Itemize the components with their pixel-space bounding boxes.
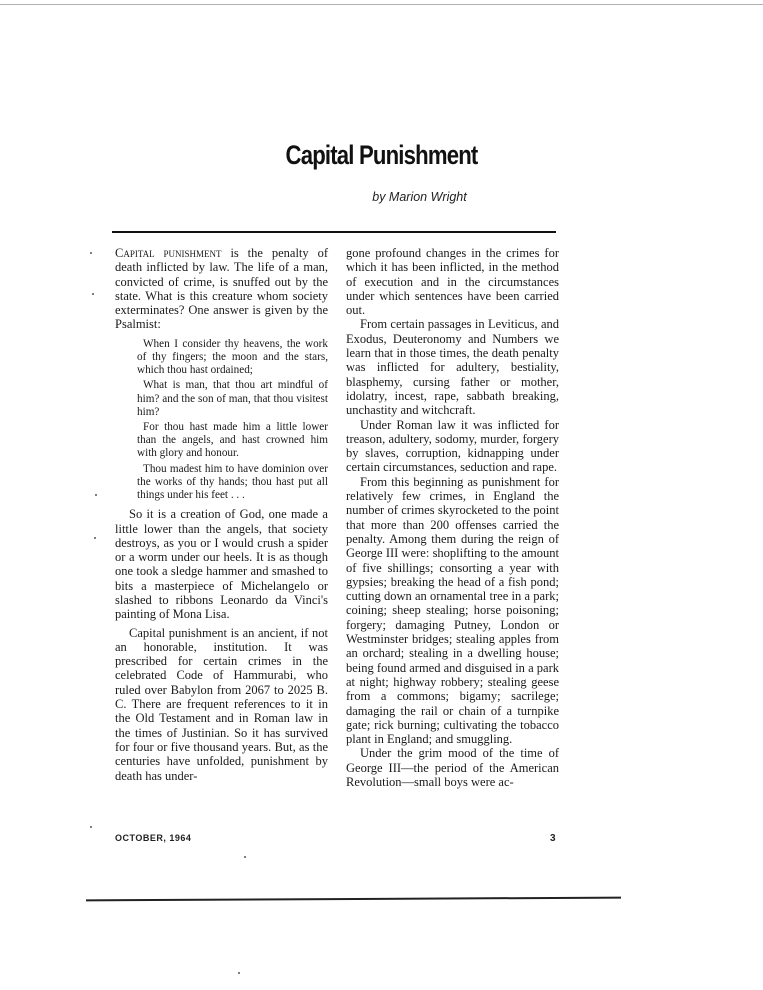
article-title: Capital Punishment [285,140,478,170]
lead-text: is the penalty of death inflicted by law. The life of a man, convicted of crime, is snuffed out by the state. What is this creature whom society exterminates? One answer is given by the Psalmist: [115,246,328,332]
verse-line: Thou madest him to have dominion over the works of thy hands; thou hast put all things under his feet . . . [137,462,328,502]
right-column [346,246,559,789]
bottom-rule [86,897,621,902]
body-paragraph: From this beginning as punishment for relatively few crimes, in England the number of crimes skyrocketed to the point that more than 200 offenses carried the penalty. Among them during the reign of George III were: shoplifting to the amount of five shillings; consorting a year with gypsies; breaking the head of a fish pond; cutting down an ornamental tree in a park; coining; sheep stealing; horse poisoning; forgery; damaging Putney, London or Westminster bridges; stealing apples from an orchard; stealing in a dwelling house; being found armed and disguised in a park at night; highway robbery; stealing geese from a commons; bigamy; sacrilege; damaging the rail or chain of a turnpike gate; rick burning; cultivating the tobacco plant in England; and smuggling. [346,474,559,747]
scan-top-edge [0,4,763,5]
article-byline: by Marion Wright [372,190,467,204]
scan-speck [94,537,96,539]
verse-line: What is man, that thou art mindful of him? and the son of man, that thou visitest him? [137,379,328,418]
verse-line: When I consider thy heavens, the work of thy fingers; the moon and the stars, which thou hast ordained; [137,337,328,377]
lead-paragraph [115,246,328,332]
page-number: 3 [550,833,556,844]
body-paragraph: Under the grim mood of the time of George III—the period of the American Revolution—small boys were ac- [346,746,559,789]
scan-speck [244,856,246,858]
body-paragraph: So it is a creation of God, one made a little lower than the angels, that society destroys, as you or I would crush a spider or a worm under our heels. It is as though one took a sledge hammer and smashed to bits a masterpiece of Michelangelo or slashed to ribbons Leonardo da Vinci's painting of Mona Lisa. [115,507,328,622]
title-rule [112,231,556,233]
psalm-quote [137,338,328,502]
body-paragraph: Under Roman law it was inflicted for treason, adultery, sodomy, murder, forgery by slaves, corruption, kidnapping under certain circumstances, seduction and rape. [346,417,559,475]
scan-speck [90,826,92,828]
scan-speck [92,293,94,295]
scan-speck [95,494,97,496]
body-paragraph: Capital punishment is an ancient, if not an honorable, institution. It was prescribed for certain crimes in the celebrated Code of Hammurabi, who ruled over Babylon from 2067 to 2025 B. C. There are frequent references to it in the Old Testament and in Roman law in the times of Justinian. So it has survived for four or five thousand years. But, as the centuries have unfolded, punishment by death has under- [115,625,328,783]
verse-line: For thou hast made him a little lower than the angels, and hast crowned him with glory and honour. [137,421,328,460]
body-paragraph: From certain passages in Leviticus, and Exodus, Deuteronomy and Numbers we learn that in those times, the death penalty was inflicted for adultery, bestiality, blasphemy, cursing father or mother, idolatry, incest, rape, sabbath breaking, unchastity and witchcraft. [346,317,559,418]
issue-date: OCTOBER, 1964 [115,833,192,843]
lead-smallcaps: Capital punishment [115,246,222,260]
body-paragraph: gone profound changes in the crimes for which it has been inflicted, in the method of execution and in the circumstances under which sentences have been carried out. [346,246,559,318]
scan-speck [90,252,92,254]
scan-speck [238,972,240,974]
left-column [115,246,328,783]
